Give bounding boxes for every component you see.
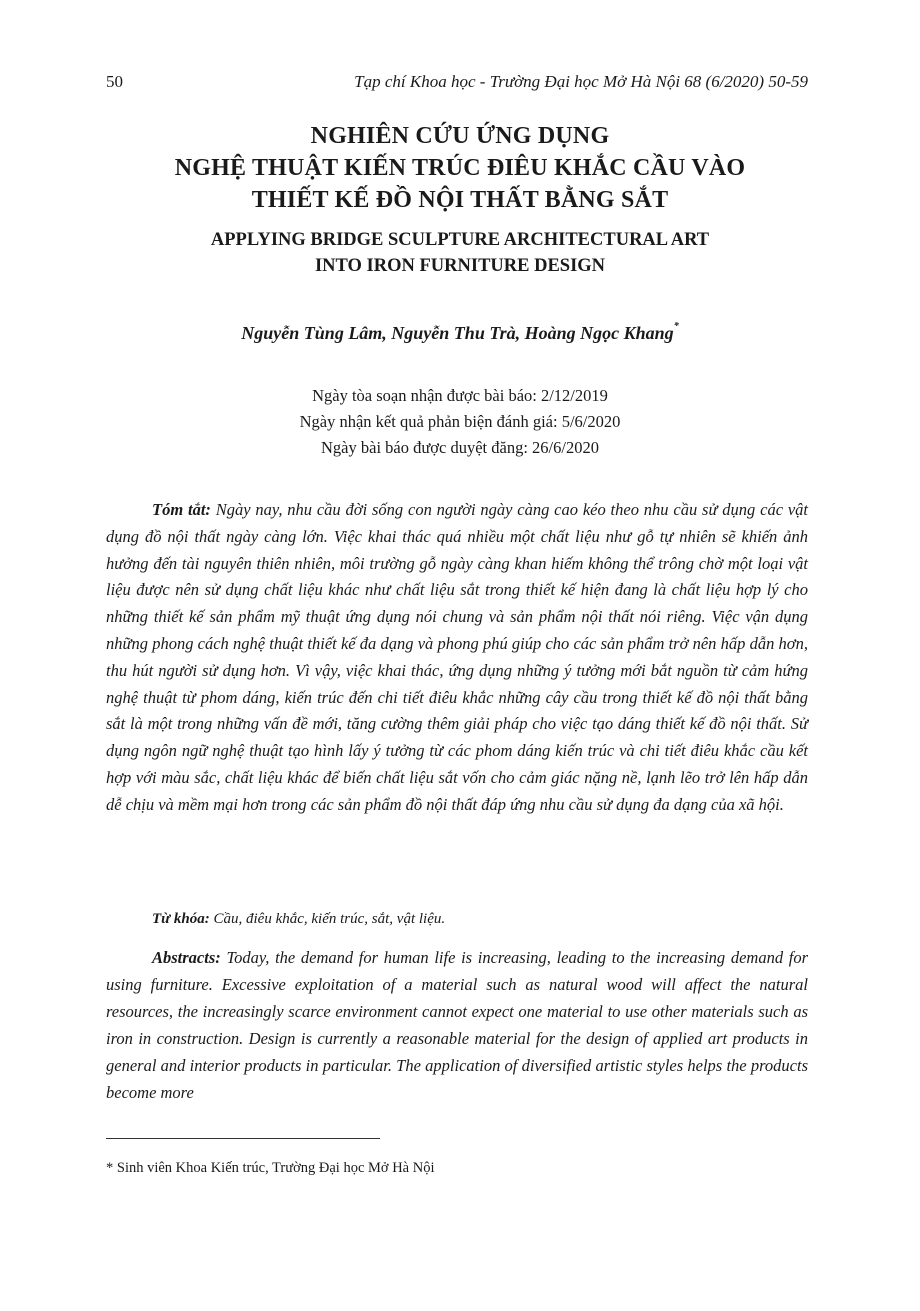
title-vi-line: THIẾT KẾ ĐỒ NỘI THẤT BẰNG SẮT	[251, 187, 669, 213]
title-vi-line: NGHIÊN CỨU ỨNG DỤNG	[310, 123, 610, 149]
abstract-vi-label: Tóm tắt:	[152, 500, 211, 519]
title-vietnamese	[0, 120, 920, 216]
date-received: Ngày tòa soạn nhận được bài báo: 2/12/2019	[312, 386, 608, 405]
abstract-vietnamese	[106, 497, 808, 819]
running-header	[106, 72, 808, 96]
page-number: 50	[106, 72, 123, 91]
title-en-line: INTO IRON FURNITURE DESIGN	[314, 256, 606, 276]
author-list	[0, 323, 920, 344]
date-reviewed: Ngày nhận kết quả phản biện đánh giá: 5/6/2020	[299, 412, 621, 431]
abstract-en-label: Abstracts:	[152, 948, 221, 967]
abstract-vi-text: Ngày nay, nhu cầu đời sống con người ngày càng cao kéo theo nhu cầu sử dụng các vật dụng đồ nội thất ngày càng lớn. Việc khai thác quá nhiều một chất liệu như gỗ tự nhiên sẽ khiến ảnh hưởng đến tài nguyên thiên nhiên, môi trường gỗ ngày càng khan hiếm không thể trông chờ một loại vật liệu được nên sử dụng chất liệu khác như chất liệu sắt trong thiết kế hiện đang là chất liệu hợp lý cho những thiết kế sản phẩm mỹ thuật ứng dụng nói chung và sản phẩm nội thất nói riêng. Việc vận dụng những phong cách nghệ thuật thiết kế đa dạng và phong phú giúp cho các sản phẩm trở nên hấp dẫn hơn, thu hút người sử dụng hơn. Vì vậy, việc khai thác, ứng dụng những ý tưởng mới bắt nguồn từ cảm hứng nghệ thuật từ phom dáng, kiến trúc đến chi tiết điêu khắc những cây cầu trong thiết kế đồ nội thất bằng sắt là một trong những vấn đề mới, tăng cường thêm giải pháp cho việc tạo dáng thiết kế đồ nội thất. Sử dụng ngôn ngữ nghệ thuật tạo hình lấy ý tưởng từ các phom dáng kiến trúc và chi tiết điêu khắc cầu kết hợp với màu sắc, chất liệu khác để biến chất liệu sắt vốn cho cảm giác nặng nề, lạnh lẽo trở lên hấp dẫn dễ chịu và mềm mại hơn trong các sản phẩm đồ nội thất đáp ứng nhu cầu sử dụng đa dạng của xã hội.	[106, 500, 809, 814]
author-names: Nguyễn Tùng Lâm, Nguyễn Thu Trà, Hoàng Ngọc Khang	[241, 323, 674, 343]
keywords-label: Từ khóa:	[152, 911, 210, 927]
footnote: * Sinh viên Khoa Kiến trúc, Trường Đại học Mở Hà Nội	[106, 1160, 435, 1176]
corresponding-author-mark: *	[673, 321, 679, 332]
keywords-vietnamese	[152, 911, 808, 928]
date-accepted: Ngày bài báo được duyệt đăng: 26/6/2020	[321, 438, 599, 457]
abstract-en-text: Today, the demand for human life is increasing, leading to the increasing demand for using furniture. Excessive exploitation of a material such as natural wood will affect the natural resources, the increasingly scarce environment cannot expect one material to use other materials such as iron in construction. Design is currently a reasonable material for the design of applied art products in general and interior products in particular. The application of diversified artistic styles helps the products become more	[106, 948, 808, 1102]
submission-dates	[0, 383, 920, 461]
title-vi-line: NGHỆ THUẬT KIẾN TRÚC ĐIÊU KHẮC CẦU VÀO	[174, 155, 746, 181]
footnote-divider	[106, 1138, 380, 1139]
keywords-text: Cầu, điêu khắc, kiến trúc, sắt, vật liệu.	[209, 911, 446, 927]
abstract-english	[106, 945, 808, 1106]
title-english	[0, 227, 920, 279]
journal-citation: Tạp chí Khoa học - Trường Đại học Mở Hà Nội 68 (6/2020) 50-59	[354, 72, 808, 91]
title-en-line: APPLYING BRIDGE SCULPTURE ARCHITECTURAL ART	[210, 230, 710, 250]
